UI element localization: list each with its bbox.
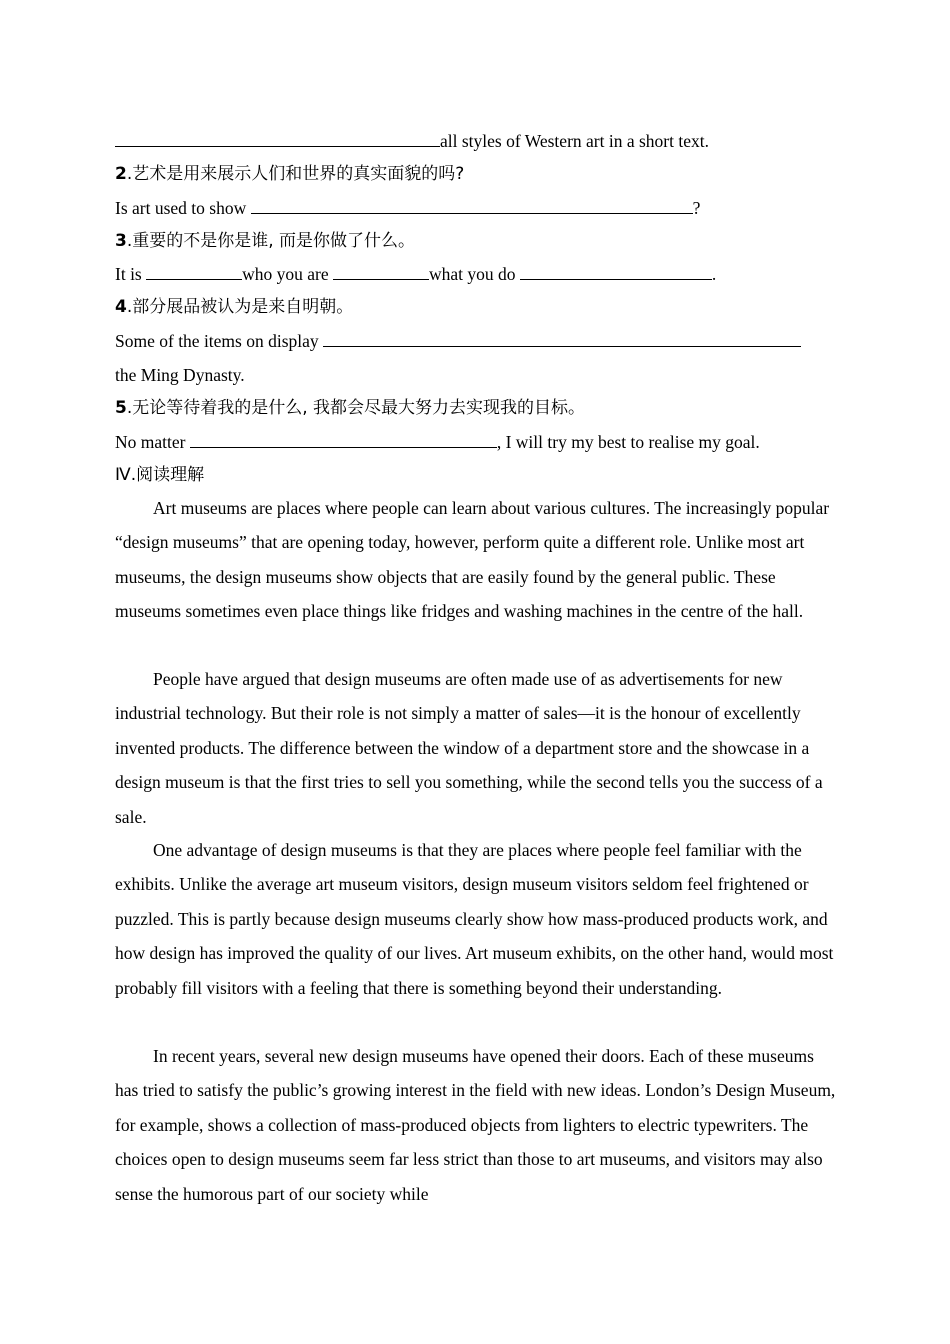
- q5-chinese: .无论等待着我的是什么, 我都会尽最大努力去实现我的目标。: [126, 398, 586, 418]
- q4-answer-line: [115, 330, 801, 352]
- q3-blank-2[interactable]: [333, 264, 429, 280]
- q3-part-b: who you are: [242, 264, 334, 284]
- q3-tail: .: [711, 264, 717, 284]
- passage-paragraph-2: People have argued that design museums are often made use of as advertisements for new industrial technology. But their role is not simply a matter of sales—it is the honour of excellently invented products. The difference between the window of a department store and the showcase in a design museum is that the first tries to sell you something, while the second tells you the success of a sale.: [115, 669, 823, 827]
- q3-number: 3: [115, 231, 127, 251]
- q3-chinese: .重要的不是你是谁, 而是你做了什么。: [126, 231, 416, 251]
- q5-number: 5: [115, 398, 127, 418]
- q4-number: 4: [115, 297, 127, 317]
- passage-paragraph-3: One advantage of design museums is that they are places where people feel familiar with the exhibits. Unlike the average art museum visitors, design museum visitors seldom feel frightened or puzzled. This is partly because design museums clearly show how mass-produced products work, and how design has improved the quality of our lives. Art museum exhibits, on the other hand, would most probably fill visitors with a feeling that there is something beyond their understanding.: [115, 840, 834, 998]
- q3-answer-line: [115, 263, 716, 285]
- q3-blank-3[interactable]: [520, 264, 712, 280]
- q2-head: Is art used to show: [115, 198, 251, 218]
- q5-prompt: [115, 397, 585, 419]
- section-heading: Ⅳ.阅读理解: [115, 465, 205, 485]
- q2-chinese: .艺术是用来展示人们和世界的真实面貌的吗?: [126, 164, 465, 184]
- q3-prompt: [115, 230, 415, 252]
- q2-number: 2: [115, 164, 127, 184]
- q1-answer-line: [115, 130, 709, 152]
- q1-tail: all styles of Western art in a short text.: [440, 131, 709, 151]
- q2-prompt: [115, 163, 464, 185]
- passage-paragraph-1: Art museums are places where people can learn about various cultures. The increasingly popular “design museums” that are opening today, however, perform quite a different role. Unlike most art museums, the design museums show objects that are easily found by the general public. These museums sometimes even place things like fridges and washing machines in the centre of the hall.: [115, 498, 830, 622]
- q3-blank-1[interactable]: [146, 264, 242, 280]
- q4-prompt: [115, 296, 353, 318]
- passage-paragraph-4: In recent years, several new design museums have opened their doors. Each of these museums has tried to satisfy the public’s growing interest in the field with new ideas. London’s Design Museum, for example, shows a collection of mass-produced objects from lighters to electric typewriters. The choices open to design museums seem far less strict than those to art museums, and visitors may also sense the humorous part of our society while: [115, 1046, 836, 1204]
- q2-blank[interactable]: [251, 198, 693, 214]
- q2-answer-line: [115, 197, 700, 219]
- q5-answer-line: [115, 431, 760, 453]
- q1-blank[interactable]: [115, 131, 440, 147]
- q4-blank[interactable]: [323, 331, 801, 347]
- q3-part-a: It is: [115, 264, 147, 284]
- q2-tail: ?: [692, 198, 701, 218]
- q5-tail: , I will try my best to realise my goal.: [496, 432, 760, 452]
- q5-head: No matter: [115, 432, 190, 452]
- q3-part-c: what you do: [429, 264, 520, 284]
- q5-blank[interactable]: [190, 432, 497, 448]
- q4-head: Some of the items on display: [115, 331, 324, 351]
- q4-answer-line-2: the Ming Dynasty.: [115, 365, 245, 385]
- q4-chinese: .部分展品被认为是来自明朝。: [126, 297, 354, 317]
